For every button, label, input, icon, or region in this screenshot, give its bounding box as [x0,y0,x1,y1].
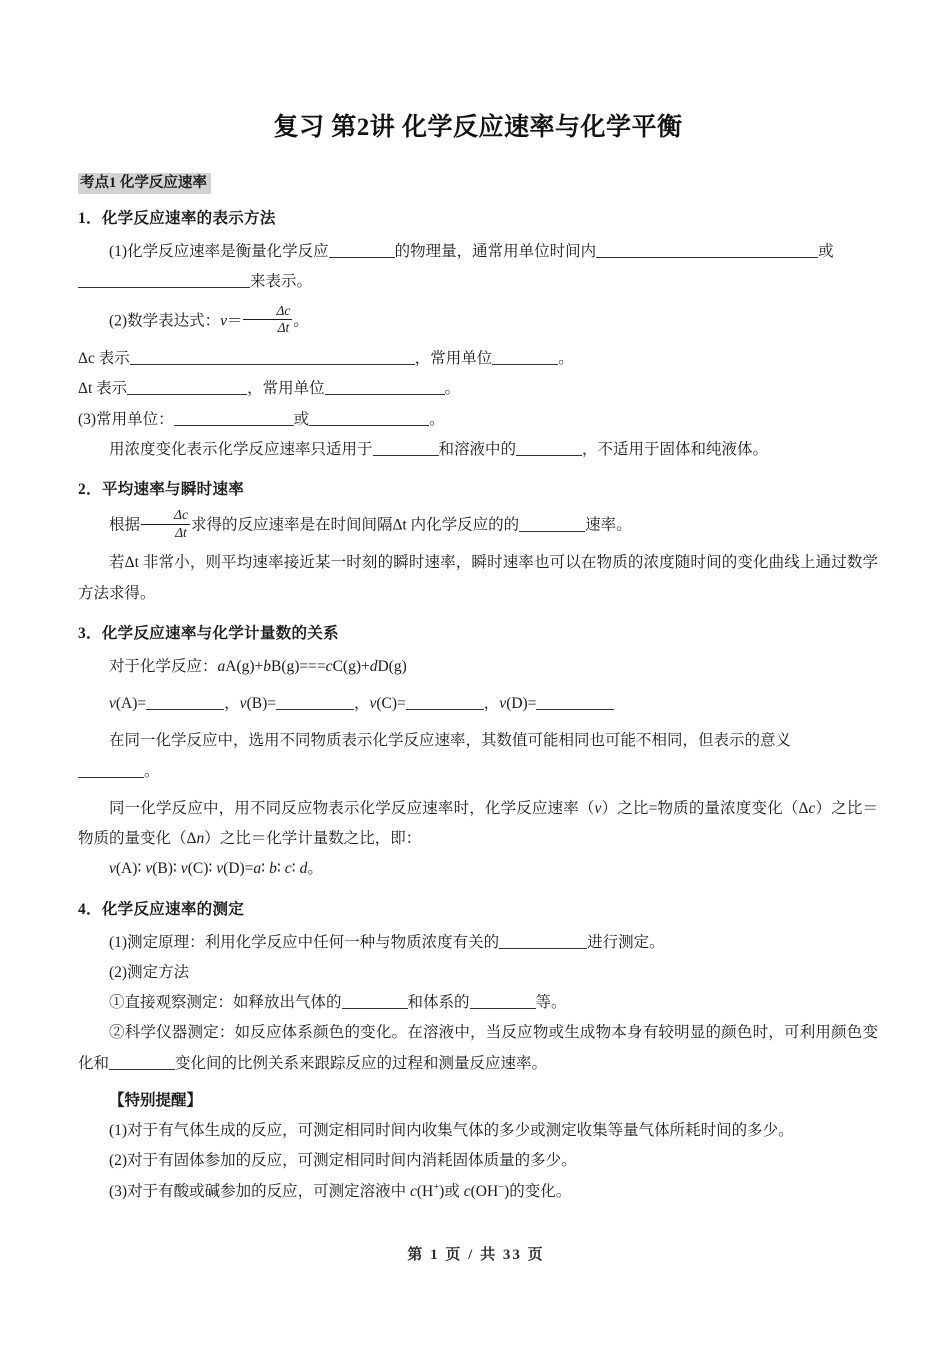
tip-3-h-charge: + [433,1181,440,1193]
blank-rate-B[interactable] [276,694,354,710]
page-content [78,0,878,1207]
para-3-2: 同一化学反应中，用不同反应物表示化学反应速率时，化学反应速率（v）之比=物质的量浓度变化（Δc）之比＝物质的量变化（Δn）之比＝化学计量数之比，即： [78,799,878,848]
math-n-ratio: n [196,830,205,848]
ratio-v-D: v [216,860,224,878]
rate-v-D-var: v [499,695,507,713]
blank-1-1-2[interactable] [596,242,818,258]
para-1-1-d: 来表示。 [250,273,313,291]
blank-rate-C[interactable] [406,694,484,710]
blank-dc-1[interactable] [130,349,415,365]
para-3-1 [78,726,878,756]
para-3-1-cont [78,757,878,787]
para-3-3: v(A)∶ v(B)∶ v(C)∶ v(D)=a∶ b∶ c∶ d。 [109,860,323,878]
para-4-4 [78,1018,878,1078]
blank-1-4-2[interactable] [516,440,582,456]
tip-heading-text: 【特别提醒】 [109,1091,203,1109]
fraction-denominator: Δt [277,320,290,336]
heading-1: 1．化学反应速率的表示方法 [78,209,276,227]
blank-dt-2[interactable] [325,379,445,395]
tip-3-or: 或 [444,1182,464,1200]
blank-dt-1[interactable] [127,379,247,395]
rate-v-B-sub: (B)= [246,695,276,713]
rate-sep-1: ， [224,695,240,713]
blank-2-1[interactable] [519,516,585,532]
para-2-1-b: 求得的反应速率是在时间间隔Δt 内化学反应的的 [190,517,520,535]
blank-1-1-3[interactable] [78,272,250,288]
rate-v-C-sub: (C)= [376,695,406,713]
ratio-b: b [269,860,277,878]
fraction-numerator: Δc [243,304,292,320]
math-c-ratio: c [808,799,816,817]
para-1-1-cont [78,267,878,297]
para-1-2-end: 。 [293,313,309,331]
math-v: v [220,313,227,331]
tip-3-ohend: ) [504,1182,510,1200]
para-2-2: 若Δt 非常小，则平均速率接近某一时刻的瞬时速率，瞬时速率也可以在物质的浓度随时间的变化曲线上通过数学方法求得。 [78,554,878,602]
section-heading-kaodian-1: 考点1 化学反应速率 [78,173,211,194]
math-v-ratio: v [594,799,602,817]
blank-1-4-1[interactable] [373,440,439,456]
dc-mid: ，常用单位 [414,350,493,368]
blank-1-3-1[interactable] [174,410,294,426]
para-1-3-b: 或 [293,410,310,428]
fraction-denominator-2: Δt [175,524,187,540]
para-1-2 [78,304,878,337]
para-3-1-a: 在同一化学反应中，选用不同物质表示化学反应速率，其数值可能相同也可能不相同，但表示的意义 [109,732,792,750]
eq-c: c [325,657,333,675]
rate-sep-2: ， [353,695,370,713]
para-4-3-c: 等。 [535,994,567,1012]
blank-rate-A[interactable] [146,694,224,710]
fraction-dc-dt-2 [141,508,190,539]
blank-1-1-1[interactable] [329,242,395,258]
para-1-3-a: (3)常用单位： [78,410,174,428]
heading-3: 3．化学反应速率与化学计量数的关系 [78,624,339,642]
para-4-3-a: ①直接观察测定：如释放出气体的 [109,994,342,1012]
para-2-1-a: 根据 [109,517,141,535]
para-3-rates [78,689,878,719]
blank-4-4[interactable] [109,1054,175,1070]
tip-3-oh-charge: − [498,1181,505,1193]
blank-1-3-2[interactable] [309,410,429,426]
para-2-1 [78,508,878,541]
para-1-3-c: 。 [429,410,445,428]
ratio-d: d [299,860,308,878]
heading-2: 2．平均速率与瞬时速率 [78,481,245,499]
para-1-4-c: ，不适用于固体和纯液体。 [582,440,769,458]
page-footer: 第 1 页 / 共 33 页 [407,1247,545,1263]
tip-heading [78,1086,878,1116]
heading-4: 4．化学反应速率的测定 [78,900,245,918]
para-4-1-a: (1)测定原理：利用化学反应中任何一种与物质浓度有关的 [109,933,500,951]
para-2-1-c: 速率。 [585,517,632,535]
blank-dc-2[interactable] [492,349,558,365]
fraction-numerator-2: Δc [141,508,190,524]
ratio-v-B: v [145,860,153,878]
eq-d: d [369,657,378,675]
para-1-1-b: 的物理量，通常用单位时间内 [394,242,597,260]
tip-3-b: 的变化。 [509,1182,572,1200]
tip-3-a: (3)对于有酸或碱参加的反应，可测定溶液中 [109,1182,410,1200]
dt-end: 。 [444,380,461,398]
para-1-1-c: 或 [818,242,834,260]
tip-3-oh: (OH [470,1182,499,1200]
para-dc [78,344,878,374]
tip-3-h: (H [416,1182,434,1200]
dc-end: 。 [558,350,574,368]
ratio-c: c [284,860,292,878]
math-equals: ＝ [226,313,243,331]
para-1-3 [78,405,878,435]
ratio-a: a [253,860,262,878]
eq-a: a [217,657,226,675]
rate-v-C-var: v [369,695,377,713]
fraction-dc-dt [243,304,292,335]
para-4-2: (2)测定方法 [109,963,190,981]
tip-3-hend: ) [439,1182,445,1200]
para-1-1-a: (1)化学反应速率是衡量化学反应 [109,242,329,260]
ratio-v-C: v [180,860,188,878]
para-4-4-a: ②科学仪器测定：如反应体系颜色的变化。在溶液中，当反应物或生成物本身有较明显的颜色时，可利用颜色变化和 [78,1024,878,1072]
blank-4-1[interactable] [499,933,587,949]
para-1-2-label: (2)数学表达式： [109,313,221,331]
page-title: 复习 第2讲 化学反应速率与化学平衡 [273,114,683,141]
para-4-4-b: 变化间的比例关系来跟踪反应的过程和测量反应速率。 [175,1054,548,1072]
tip-3 [78,1177,878,1207]
blank-rate-D[interactable] [536,694,614,710]
tip-1: (1)对于有气体生成的反应，可测定相同时间内收集气体的多少或测定收集等量气体所耗时间的多少。 [109,1122,794,1140]
para-dt [78,374,878,404]
tip-3-c2: c [463,1182,471,1200]
ratio-v-A: v [109,860,116,878]
para-3-eq: 对于化学反应：aA(g)+bB(g)===cC(g)+dD(g) [109,657,407,675]
para-3-1-b: 。 [144,762,160,780]
section-bar-wrap [78,145,878,194]
dt-label: Δt 表示 [78,380,128,398]
para-4-1 [78,928,878,958]
rate-v-A-sub: (A)= [115,695,147,713]
rate-sep-3: ， [483,695,500,713]
rate-v-A-var: v [109,695,116,713]
para-4-3-b: 和体系的 [407,994,470,1012]
para-1-4-b: 和溶液中的 [438,440,517,458]
blank-4-3-1[interactable] [342,993,408,1009]
tip-2: (2)对于有固体参加的反应，可测定相同时间内消耗固体质量的多少。 [109,1152,577,1170]
para-4-3 [78,988,878,1018]
dc-label: Δc 表示 [78,350,130,368]
eq-label: 对于化学反应： [109,657,218,675]
dt-mid: ，常用单位 [247,380,325,398]
blank-4-3-2[interactable] [470,993,536,1009]
tip-3-c1: c [409,1182,417,1200]
blank-3-1[interactable] [78,762,144,778]
para-1-4 [78,435,878,465]
para-4-1-b: 进行测定。 [587,933,665,951]
para-1-1 [78,237,878,267]
rate-v-D-sub: (D)= [506,695,537,713]
eq-b: b [263,657,272,675]
rate-v-B-var: v [239,695,247,713]
para-1-4-a: 用浓度变化表示化学反应速率只适用于 [109,440,373,458]
